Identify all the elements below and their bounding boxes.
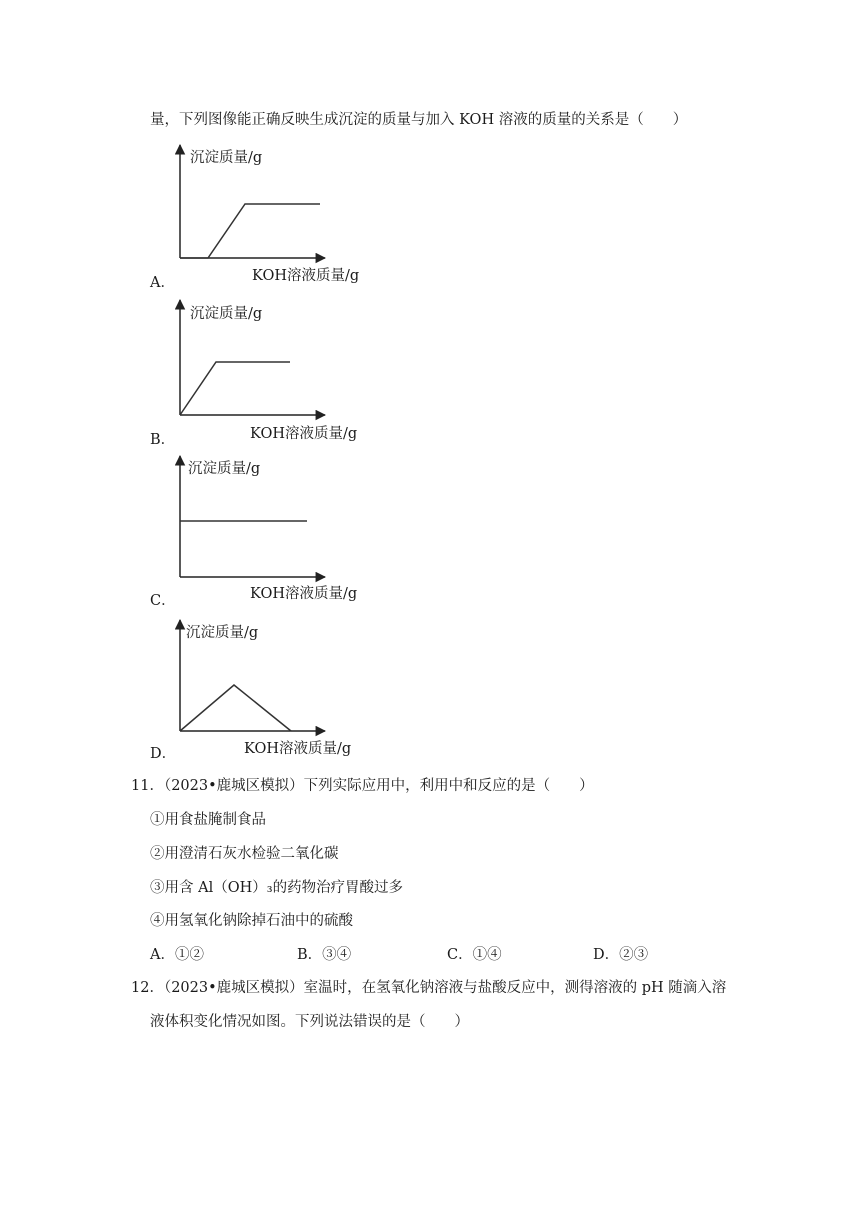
- q11-item-4: ④用氢氧化钠除掉石油中的硫酸: [150, 913, 353, 929]
- x-axis-label: KOH溶液质量/g: [252, 268, 360, 284]
- choice-b[interactable]: B．③④: [297, 947, 352, 963]
- option-c-label: C．: [150, 593, 176, 609]
- curve-d: [180, 685, 291, 731]
- q11-stem: 11．（2023•鹿城区模拟）下列实际应用中，利用中和反应的是（ ）: [131, 778, 594, 794]
- choice-c[interactable]: C．①④: [447, 947, 502, 963]
- option-b-label: B．: [150, 432, 176, 448]
- q11-item-2: ②用澄清石灰水检验二氧化碳: [150, 846, 339, 862]
- q11-item-1: ①用食盐腌制食品: [150, 812, 266, 828]
- x-axis-label: KOH溶液质量/g: [250, 586, 358, 602]
- y-axis-label: 沉淀质量/g: [186, 625, 259, 641]
- y-axis-label: 沉淀质量/g: [188, 461, 261, 477]
- q11-item-3: ③用含 Al（OH）₃的药物治疗胃酸过多: [150, 880, 404, 896]
- y-axis-label: 沉淀质量/g: [190, 306, 263, 322]
- choice-a[interactable]: A．①②: [150, 947, 204, 963]
- q12-stem-line2: 液体积变化情况如图。下列说法错误的是（ ）: [150, 1014, 469, 1030]
- option-d-label: D．: [150, 746, 177, 762]
- choice-d[interactable]: D．②③: [593, 947, 649, 963]
- option-a-label: A．: [150, 275, 175, 291]
- x-axis-label: KOH溶液质量/g: [250, 426, 358, 442]
- y-axis-label: 沉淀质量/g: [190, 150, 263, 166]
- x-axis-label: KOH溶液质量/g: [244, 741, 352, 757]
- q12-stem-line1: 12．（2023•鹿城区模拟）室温时，在氢氧化钠溶液与盐酸反应中，测得溶液的 pH 随滴入溶: [131, 980, 727, 996]
- q10-stem: 量，下列图像能正确反映生成沉淀的质量与加入 KOH 溶液的质量的关系是（ ）: [150, 112, 688, 128]
